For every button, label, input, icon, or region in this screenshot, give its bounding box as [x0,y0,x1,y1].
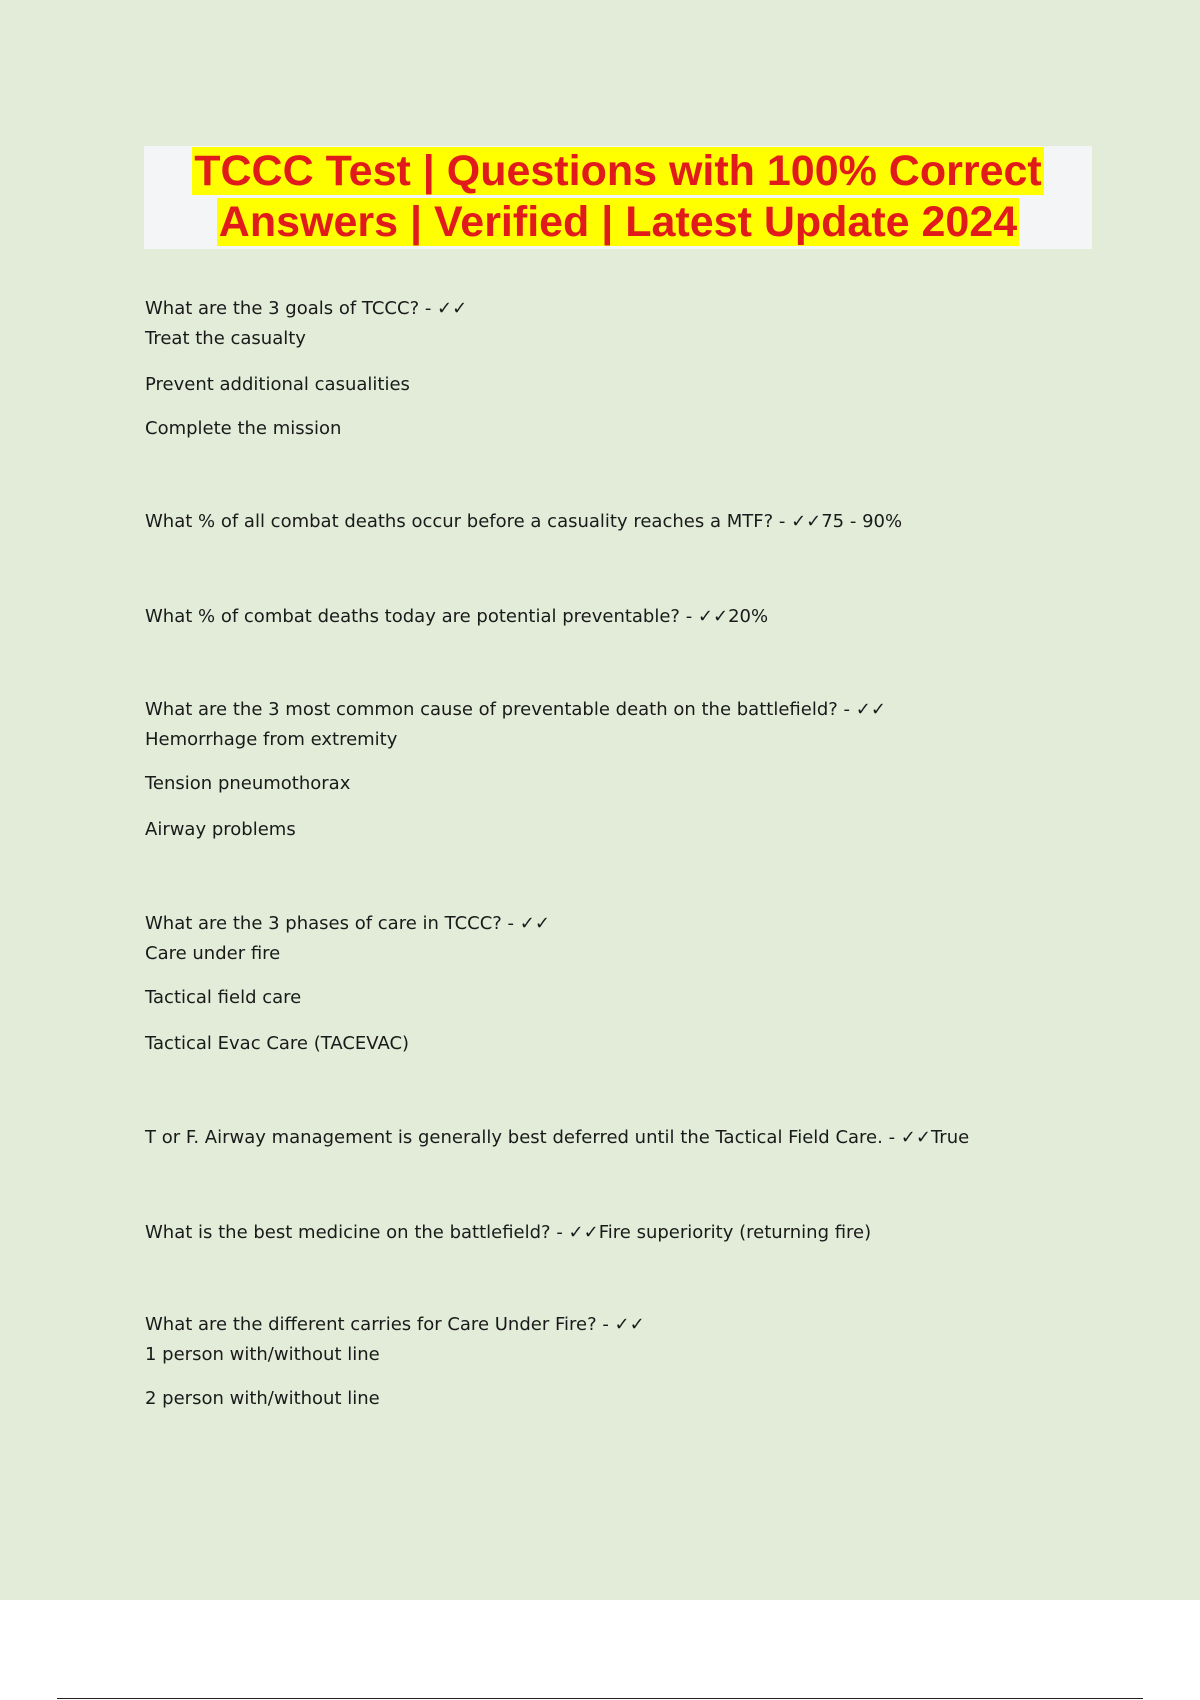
answer-text: Tactical field care [145,987,302,1008]
footer-divider [57,1698,1143,1699]
question-text: What % of combat deaths today are potential preventable? - ✓✓20% [145,606,769,627]
answer-text: 2 person with/without line [145,1388,380,1409]
title-line-1: TCCC Test | Questions with 100% Correct [194,147,1042,195]
answer-text: Prevent additional casualities [145,374,410,395]
answer-text: 1 person with/without line [145,1344,380,1365]
qa-item [145,909,550,1059]
qa-item [145,294,467,444]
answer-text: Complete the mission [145,418,342,439]
title-banner [144,146,1092,249]
question-text: What are the different carries for Care Under Fire? - ✓✓ [145,1314,645,1335]
qa-item [145,695,886,845]
qa-item [145,1218,871,1248]
answer-text: Tension pneumothorax [145,773,351,794]
title-line-2: Answers | Verified | Latest Update 2024 [218,198,1018,246]
answer-text: Tactical Evac Care (TACEVAC) [145,1033,410,1054]
question-text: What are the 3 most common cause of preventable death on the battlefield? - ✓✓ [145,699,886,720]
question-text: T or F. Airway management is generally best deferred until the Tactical Field Care. - ✓✓True [145,1127,970,1148]
question-text: What are the 3 goals of TCCC? - ✓✓ [145,298,468,319]
question-text: What are the 3 phases of care in TCCC? - ✓✓ [145,913,550,934]
qa-item [145,602,768,632]
qa-item [145,507,902,537]
answer-text: Airway problems [145,819,296,840]
answer-text: Treat the casualty [145,328,306,349]
question-text: What % of all combat deaths occur before a casuality reaches a MTF? - ✓✓75 - 90% [145,511,903,532]
qa-item [145,1123,969,1153]
answer-text: Hemorrhage from extremity [145,729,398,750]
qa-item [145,1310,645,1414]
question-text: What is the best medicine on the battlefield? - ✓✓Fire superiority (returning fire) [145,1222,872,1243]
answer-text: Care under fire [145,943,281,964]
